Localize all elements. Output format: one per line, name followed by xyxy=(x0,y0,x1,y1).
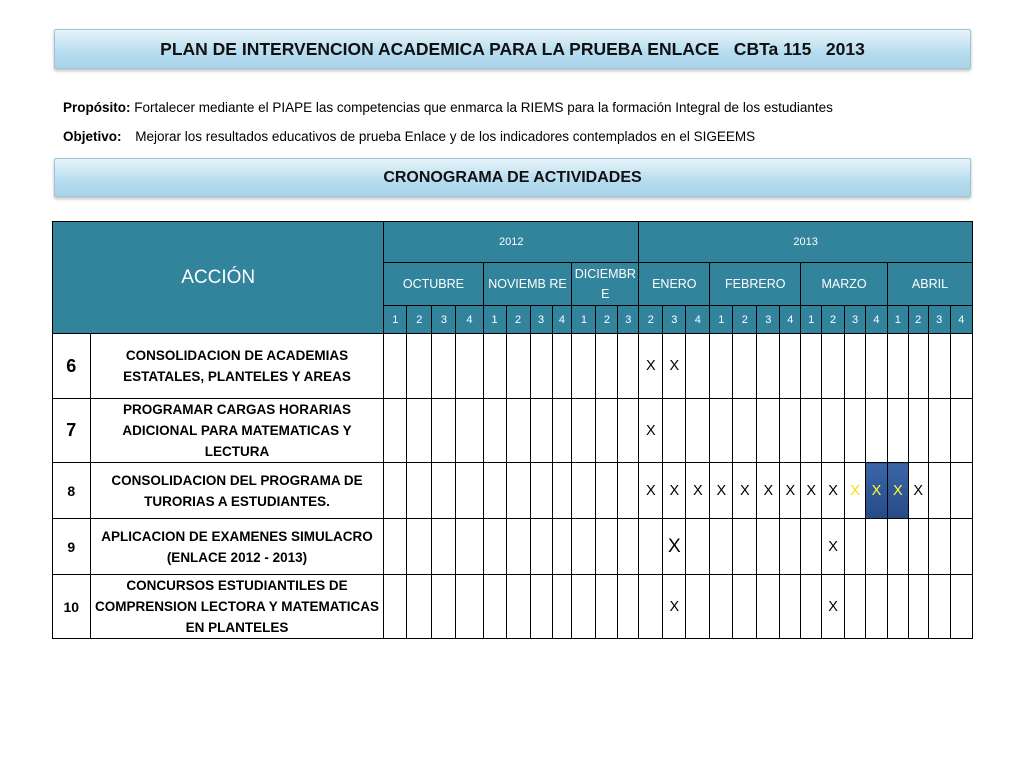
week-header: 3 xyxy=(432,306,456,334)
schedule-cell xyxy=(908,575,928,639)
schedule-cell xyxy=(456,575,483,639)
activity-description: APLICACION DE EXAMENES SIMULACRO (ENLACE 2012 - 2013) xyxy=(90,519,384,575)
schedule-cell xyxy=(801,575,822,639)
schedule-cell xyxy=(757,334,780,399)
schedule-cell: X xyxy=(822,575,845,639)
activity-row xyxy=(53,519,973,575)
schedule-cell xyxy=(733,519,757,575)
schedule-cell xyxy=(618,519,639,575)
schedule-cell xyxy=(530,575,552,639)
schedule-cell xyxy=(865,334,887,399)
schedule-cell: X xyxy=(845,463,866,519)
schedule-cell xyxy=(780,334,801,399)
schedule-cell xyxy=(618,463,639,519)
schedule-cell xyxy=(845,399,866,463)
schedule-cell xyxy=(456,463,483,519)
activity-description: CONSOLIDACION DEL PROGRAMA DE TURORIAS A ESTUDIANTES. xyxy=(90,463,384,519)
schedule-cell xyxy=(530,519,552,575)
schedule-cell xyxy=(801,519,822,575)
schedule-cell: X xyxy=(733,463,757,519)
schedule-cell xyxy=(384,463,407,519)
week-header: 1 xyxy=(710,306,733,334)
schedule-cell xyxy=(530,463,552,519)
week-header: 1 xyxy=(384,306,407,334)
schedule-cell xyxy=(572,519,596,575)
week-header: 2 xyxy=(639,306,663,334)
week-header: 2 xyxy=(407,306,432,334)
schedule-cell xyxy=(407,334,432,399)
schedule-cell xyxy=(950,399,972,463)
schedule-cell xyxy=(757,519,780,575)
proposito-label: Propósito: xyxy=(63,100,131,115)
schedule-cell xyxy=(506,399,530,463)
week-header: 2 xyxy=(596,306,618,334)
schedule-cell xyxy=(530,399,552,463)
schedule-cell xyxy=(928,334,950,399)
week-header: 4 xyxy=(780,306,801,334)
schedule-cell xyxy=(572,575,596,639)
schedule-cell xyxy=(639,519,663,575)
schedule-cell xyxy=(506,334,530,399)
schedule-cell xyxy=(887,575,908,639)
month-header: DICIEMBR E xyxy=(572,263,639,306)
plan-title: PLAN DE INTERVENCION ACADEMICA PARA LA PRUEBA ENLACE CBTa 115 2013 xyxy=(160,38,865,59)
schedule-cell xyxy=(710,334,733,399)
week-header: 2 xyxy=(908,306,928,334)
schedule-cell: X xyxy=(822,519,845,575)
activity-description: CONSOLIDACION DE ACADEMIAS ESTATALES, PLANTELES Y AREAS xyxy=(90,334,384,399)
activity-description: CONCURSOS ESTUDIANTILES DE COMPRENSION LECTORA Y MATEMATICAS EN PLANTELES xyxy=(90,575,384,639)
objetivo-label: Objetivo: xyxy=(63,129,122,144)
schedule-cell xyxy=(801,334,822,399)
year-header: 2013 xyxy=(639,222,973,263)
schedule-cell xyxy=(618,575,639,639)
schedule-cell xyxy=(456,519,483,575)
schedule-cell: X xyxy=(663,575,686,639)
schedule-cell xyxy=(686,575,710,639)
schedule-cell xyxy=(456,334,483,399)
week-header: 1 xyxy=(572,306,596,334)
schedule-cell: X xyxy=(757,463,780,519)
proposito-text: Fortalecer mediante el PIAPE las competencias que enmarca la RIEMS para la formación Integral de los estudiantes xyxy=(134,100,833,115)
objetivo-line xyxy=(63,129,755,144)
schedule-cell xyxy=(456,399,483,463)
schedule-cell xyxy=(710,399,733,463)
schedule-cell xyxy=(596,334,618,399)
schedule-cell: X xyxy=(887,463,908,519)
week-header: 3 xyxy=(618,306,639,334)
schedule-cell: X xyxy=(639,463,663,519)
schedule-cell xyxy=(407,463,432,519)
schedule-cell xyxy=(822,399,845,463)
schedule-cell xyxy=(733,575,757,639)
schedule-cell xyxy=(432,399,456,463)
schedule-cell xyxy=(552,463,572,519)
schedule-cell xyxy=(483,463,506,519)
week-header: 2 xyxy=(733,306,757,334)
section-title-banner xyxy=(54,158,971,197)
schedule-cell: X xyxy=(822,463,845,519)
accion-header: ACCIÓN xyxy=(53,222,384,334)
proposito-line xyxy=(63,100,833,115)
schedule-cell xyxy=(506,575,530,639)
schedule-cell xyxy=(596,519,618,575)
schedule-cell xyxy=(506,519,530,575)
schedule-cell xyxy=(801,399,822,463)
schedule-cell: X xyxy=(865,463,887,519)
week-header: 3 xyxy=(928,306,950,334)
plan-title-banner xyxy=(54,29,971,69)
week-header: 2 xyxy=(506,306,530,334)
schedule-cell xyxy=(845,575,866,639)
schedule-table xyxy=(52,221,973,639)
schedule-cell xyxy=(483,399,506,463)
schedule-cell: X xyxy=(780,463,801,519)
month-header: ABRIL xyxy=(887,263,972,306)
schedule-cell xyxy=(552,519,572,575)
schedule-cell xyxy=(384,575,407,639)
schedule-cell xyxy=(384,334,407,399)
activity-description: PROGRAMAR CARGAS HORARIAS ADICIONAL PARA MATEMATICAS Y LECTURA xyxy=(90,399,384,463)
week-header: 2 xyxy=(822,306,845,334)
week-header: 1 xyxy=(801,306,822,334)
activity-row xyxy=(53,334,973,399)
schedule-cell xyxy=(572,463,596,519)
schedule-cell xyxy=(483,519,506,575)
schedule-cell xyxy=(384,519,407,575)
schedule-cell: X xyxy=(663,463,686,519)
activity-number: 9 xyxy=(53,519,91,575)
month-header: MARZO xyxy=(801,263,888,306)
schedule-cell xyxy=(618,334,639,399)
schedule-cell xyxy=(552,575,572,639)
week-header: 4 xyxy=(552,306,572,334)
schedule-cell xyxy=(639,575,663,639)
week-header: 3 xyxy=(757,306,780,334)
objetivo-text: Mejorar los resultados educativos de prueba Enlace y de los indicadores contemplados en el SIGEEMS xyxy=(135,129,756,144)
schedule-cell xyxy=(865,519,887,575)
schedule-cell: X xyxy=(908,463,928,519)
week-header: 4 xyxy=(950,306,972,334)
schedule-cell xyxy=(596,463,618,519)
schedule-cell xyxy=(710,519,733,575)
schedule-cell xyxy=(950,463,972,519)
week-header: 3 xyxy=(663,306,686,334)
schedule-cell xyxy=(384,399,407,463)
schedule-cell xyxy=(950,334,972,399)
section-title: CRONOGRAMA DE ACTIVIDADES xyxy=(383,168,642,186)
schedule-cell xyxy=(552,334,572,399)
schedule-cell xyxy=(733,399,757,463)
week-header: 1 xyxy=(887,306,908,334)
schedule-cell xyxy=(780,519,801,575)
schedule-cell xyxy=(928,399,950,463)
schedule-cell xyxy=(552,399,572,463)
schedule-cell xyxy=(686,399,710,463)
schedule-cell xyxy=(432,519,456,575)
year-header-row xyxy=(53,222,973,263)
schedule-cell xyxy=(908,334,928,399)
activity-row xyxy=(53,575,973,639)
schedule-cell xyxy=(845,519,866,575)
schedule-cell xyxy=(506,463,530,519)
schedule-cell xyxy=(950,519,972,575)
schedule-cell xyxy=(432,334,456,399)
schedule-cell xyxy=(928,575,950,639)
schedule-cell xyxy=(618,399,639,463)
schedule-cell xyxy=(887,334,908,399)
schedule-cell xyxy=(663,399,686,463)
schedule-cell xyxy=(686,334,710,399)
year-header: 2012 xyxy=(384,222,639,263)
schedule-cell: X xyxy=(663,519,686,575)
activity-row xyxy=(53,399,973,463)
schedule-cell: X xyxy=(663,334,686,399)
schedule-cell xyxy=(928,519,950,575)
schedule-cell: X xyxy=(710,463,733,519)
schedule-cell: X xyxy=(639,334,663,399)
activity-number: 7 xyxy=(53,399,91,463)
schedule-cell xyxy=(432,575,456,639)
week-header: 3 xyxy=(845,306,866,334)
schedule-cell xyxy=(780,575,801,639)
schedule-cell xyxy=(757,575,780,639)
schedule-cell xyxy=(908,399,928,463)
activity-number: 6 xyxy=(53,334,91,399)
schedule-cell xyxy=(572,334,596,399)
week-header: 3 xyxy=(530,306,552,334)
activity-number: 10 xyxy=(53,575,91,639)
schedule-cell xyxy=(483,334,506,399)
month-header: FEBRERO xyxy=(710,263,801,306)
schedule-cell xyxy=(928,463,950,519)
schedule-cell xyxy=(686,519,710,575)
month-header: OCTUBRE xyxy=(384,263,483,306)
schedule-cell xyxy=(757,399,780,463)
schedule-cell xyxy=(572,399,596,463)
month-header: ENERO xyxy=(639,263,710,306)
schedule-cell xyxy=(407,575,432,639)
schedule-cell: X xyxy=(639,399,663,463)
week-header: 4 xyxy=(686,306,710,334)
schedule-cell xyxy=(483,575,506,639)
schedule-cell xyxy=(407,519,432,575)
schedule-cell xyxy=(432,463,456,519)
schedule-cell xyxy=(407,399,432,463)
schedule-cell xyxy=(950,575,972,639)
schedule-cell xyxy=(596,399,618,463)
week-header: 4 xyxy=(456,306,483,334)
month-header: NOVIEMB RE xyxy=(483,263,572,306)
schedule-cell xyxy=(530,334,552,399)
schedule-cell xyxy=(865,399,887,463)
schedule-cell xyxy=(822,334,845,399)
schedule-cell xyxy=(710,575,733,639)
schedule-cell xyxy=(733,334,757,399)
schedule-cell xyxy=(908,519,928,575)
schedule-cell xyxy=(845,334,866,399)
activity-row xyxy=(53,463,973,519)
week-header: 4 xyxy=(865,306,887,334)
schedule-cell xyxy=(865,575,887,639)
schedule-cell xyxy=(780,399,801,463)
week-header: 1 xyxy=(483,306,506,334)
schedule-cell xyxy=(887,519,908,575)
schedule-cell xyxy=(887,399,908,463)
schedule-cell xyxy=(596,575,618,639)
activity-number: 8 xyxy=(53,463,91,519)
schedule-cell: X xyxy=(686,463,710,519)
schedule-cell: X xyxy=(801,463,822,519)
